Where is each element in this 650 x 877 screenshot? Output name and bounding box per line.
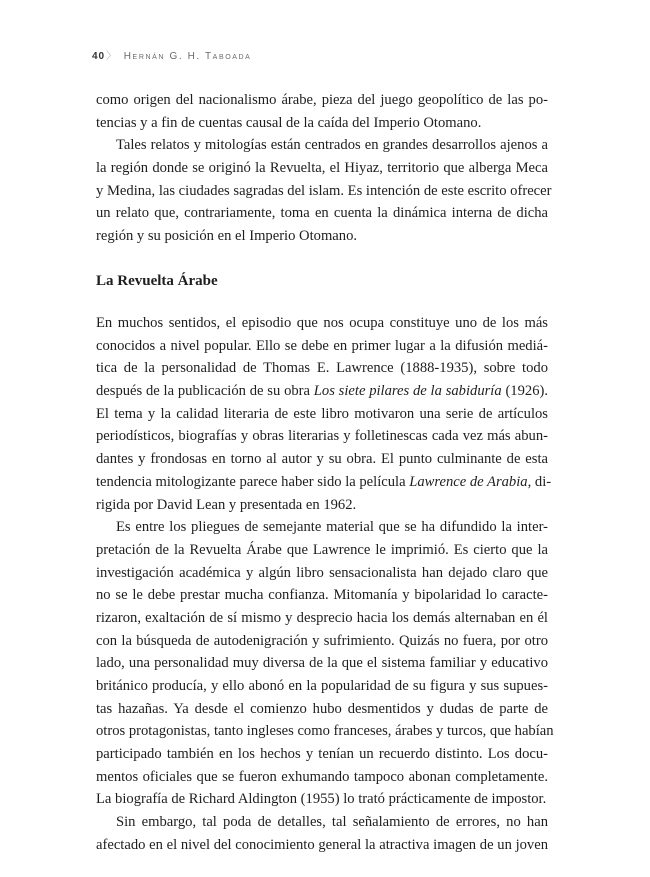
text-line: afectado en el nivel del conocimiento general la atractiva imagen de un joven	[96, 836, 548, 853]
film-title: Lawrence de Arabia	[409, 473, 528, 490]
text-line: rizaron, exaltación de sí mismo y desprecio hacia los demás alternaban en él	[96, 609, 548, 626]
header-separator: 〉	[106, 51, 118, 62]
running-header	[92, 47, 251, 62]
text-run: después de la publicación de su obra	[96, 383, 314, 400]
text-run: tendencia mitologizante parece haber sido la película	[96, 473, 410, 490]
text-line: tas hazañas. Ya desde el comienzo hubo desmentidos y dudas de parte de	[96, 700, 548, 717]
text-line: región y su posición en el Imperio Otomano.	[96, 228, 358, 245]
text-line: otros protagonistas, tanto ingleses como franceses, árabes y turcos, que habían	[96, 723, 554, 740]
text-line: con la búsqueda de autodenigración y sufrimiento. Quizás no fuera, por otro	[96, 632, 548, 649]
text-line: la región donde se originó la Revuelta, el Hiyaz, territorio que alberga Meca	[96, 160, 548, 177]
text-line: Sin embargo, tal poda de detalles, tal señalamiento de errores, no han	[116, 814, 548, 831]
text-line: mentos oficiales que se fueron exhumando tampoco abonan completamente.	[96, 768, 548, 785]
text-line: tencias y a fin de cuentas causal de la caída del Imperio Otomano.	[96, 114, 482, 131]
text-line: y Medina, las ciudades sagradas del islam. Es intención de este escrito ofrecer	[96, 182, 552, 199]
text-line: periodísticos, biografías y obras literarias y folletinescas cada vez más abun-	[96, 428, 548, 445]
text-line	[96, 380, 548, 403]
text-line: pretación de la Revuelta Árabe que Lawrence le imprimió. Es cierto que la	[96, 541, 548, 558]
section-text-block	[96, 312, 554, 857]
book-title: Los siete pilares de la sabiduría	[313, 383, 502, 400]
page-number: 40	[92, 51, 106, 62]
text-run: , di-	[527, 473, 552, 490]
text-line	[96, 471, 552, 494]
section-heading: La Revuelta Árabe	[96, 273, 218, 289]
intro-text-block	[96, 89, 552, 248]
text-line: dantes y frondosas en torno al autor y su obra. El punto culminante de esta	[96, 451, 548, 468]
text-line: La biografía de Richard Aldington (1955) lo trató prácticamente de impostor.	[96, 791, 547, 808]
text-line: británico producía, y ello abonó en la popularidad de su figura y sus supues-	[96, 678, 548, 694]
text-line: participado también en los hechos y tenían un recuerdo distinto. Los docu-	[96, 746, 548, 763]
text-line: como origen del nacionalismo árabe, pieza del juego geopolítico de las po-	[96, 92, 548, 108]
text-line: rigida por David Lean y presentada en 1962.	[96, 496, 357, 513]
text-line: investigación académica y algún libro sensacionalista han dejado claro que	[96, 564, 548, 581]
text-line: no se le debe prestar mucha confianza. Mitomanía y bipolaridad lo caracte-	[96, 587, 548, 604]
text-line: lado, una personalidad muy diversa de la que el sistema familiar y educativo	[96, 655, 548, 672]
text-run: (1926).	[501, 383, 548, 400]
text-line: conocidos a nivel popular. Ello se debe en primer lugar a la difusión mediá-	[96, 337, 548, 354]
text-line: un relato que, contrariamente, toma en cuenta la dinámica interna de dicha	[96, 205, 548, 222]
text-line: El tema y la calidad literaria de este libro motivaron una serie de artículos	[96, 405, 548, 422]
text-line: tica de la personalidad de Thomas E. Lawrence (1888-1935), sobre todo	[96, 360, 548, 377]
text-line: En muchos sentidos, el episodio que nos ocupa constituye uno de los más	[96, 315, 548, 331]
author-name: Hernán G. H. Taboada	[123, 51, 252, 62]
text-line: Es entre los pliegues de semejante material que se ha difundido la inter-	[116, 519, 548, 536]
text-line: Tales relatos y mitologías están centrados en grandes desarrollos ajenos a	[116, 137, 548, 154]
